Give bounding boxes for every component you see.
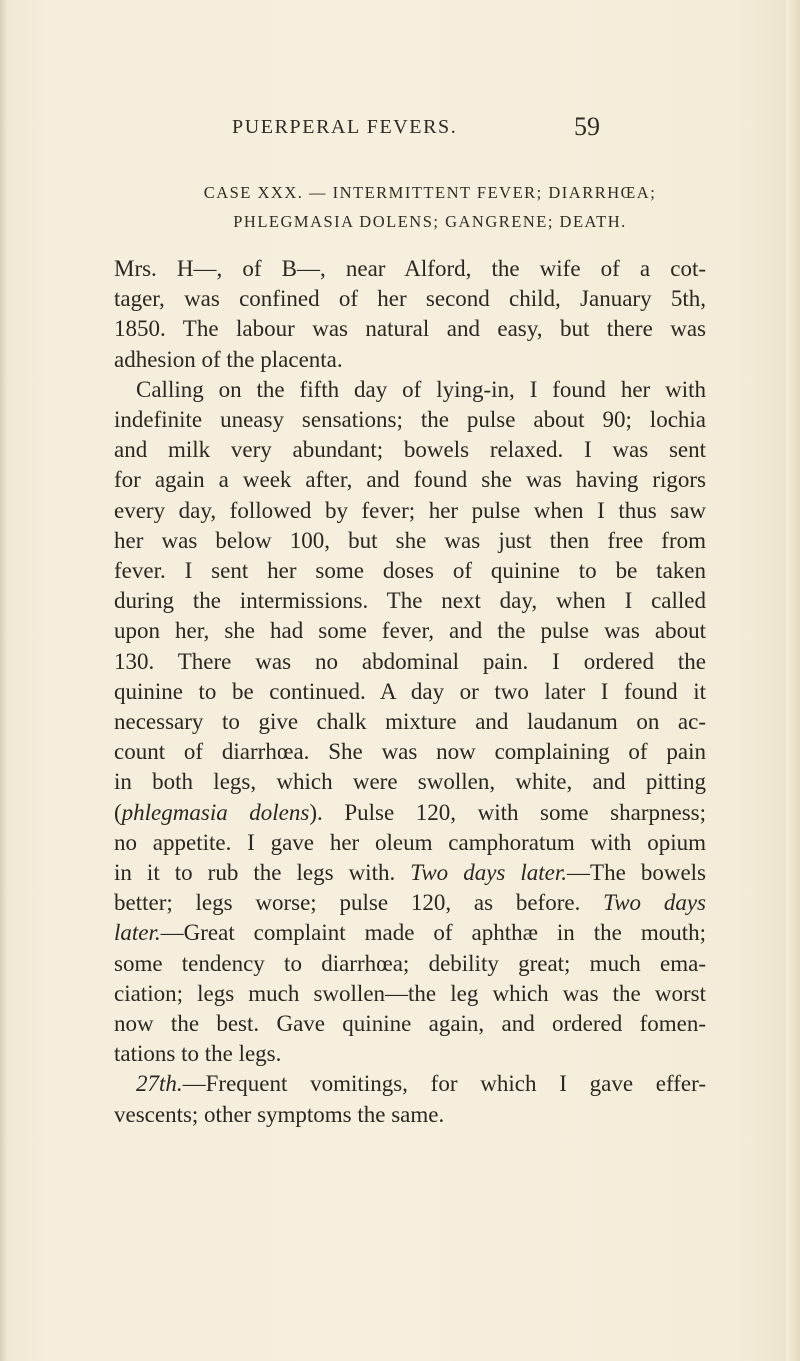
running-header: [0, 112, 800, 142]
text-line: some tendency to diarrhœa; debility great; much ema-: [114, 950, 706, 976]
text-line: in it to rub the legs with. Two days later.—The bowels: [114, 860, 706, 886]
text-line: Mrs. H—, of B—, near Alford, the wife of a cot-: [114, 256, 706, 281]
text-line: in both legs, which were swollen, white, and pitting: [114, 769, 706, 795]
text-line: Calling on the fifth day of lying-in, I found her with: [136, 376, 706, 402]
text-line: for again a week after, and found she was having rigors: [114, 467, 706, 493]
text-line: vescents; other symptoms the same.: [114, 1101, 445, 1127]
case-heading-line-1: CASE XXX. — INTERMITTENT FEVER; DIARRHŒA;: [203, 183, 657, 202]
case-narrative: [114, 254, 706, 1130]
case-heading-line-2: PHLEGMASIA DOLENS; GANGRENE; DEATH.: [233, 212, 627, 231]
text-line: ciation; legs much swollen—the leg which was the worst: [114, 980, 706, 1006]
text-line: 1850. The labour was natural and easy, but there was: [114, 316, 706, 342]
text-line: upon her, she had some fever, and the pulse was about: [114, 618, 706, 644]
text-line: tations to the legs.: [114, 1041, 282, 1067]
page-left-edge: [0, 0, 7, 1361]
text-line: (phlegmasia dolens). Pulse 120, with some sharpness;: [114, 799, 706, 825]
text-line: fever. I sent her some doses of quinine to be taken: [114, 558, 706, 584]
text-line: necessary to give chalk mixture and laudanum on ac-: [114, 709, 706, 735]
running-title: PUERPERAL FEVERS.: [232, 116, 458, 138]
text-line: her was below 100, but she was just then free from: [114, 527, 706, 553]
text-line: better; legs worse; pulse 120, as before. Two days: [114, 890, 706, 916]
text-line: indefinite uneasy sensations; the pulse about 90; lochia: [114, 407, 706, 433]
text-line: 130. There was no abdominal pain. I ordered the: [114, 648, 706, 674]
text-line: later.—Great complaint made of aphthæ in the mouth;: [114, 920, 706, 946]
text-line: now the best. Gave quinine again, and ordered fomen-: [114, 1011, 706, 1037]
text-line: no appetite. I gave her oleum camphoratum with opium: [114, 829, 706, 855]
text-line: quinine to be continued. A day or two later I found it: [114, 678, 706, 704]
page-right-edge: [786, 0, 800, 1361]
text-line: count of diarrhœa. She was now complaining of pain: [114, 739, 706, 765]
text-line: every day, followed by fever; her pulse when I thus saw: [114, 497, 706, 523]
text-line: adhesion of the placenta.: [114, 346, 343, 372]
text-line: and milk very abundant; bowels relaxed. I was sent: [114, 437, 706, 463]
case-heading: [130, 178, 730, 236]
page-number: 59: [574, 112, 600, 141]
text-line: tager, was confined of her second child, January 5th,: [114, 286, 706, 312]
text-line: during the intermissions. The next day, when I called: [114, 588, 706, 614]
text-line: 27th.—Frequent vomitings, for which I gave effer-: [136, 1071, 706, 1097]
